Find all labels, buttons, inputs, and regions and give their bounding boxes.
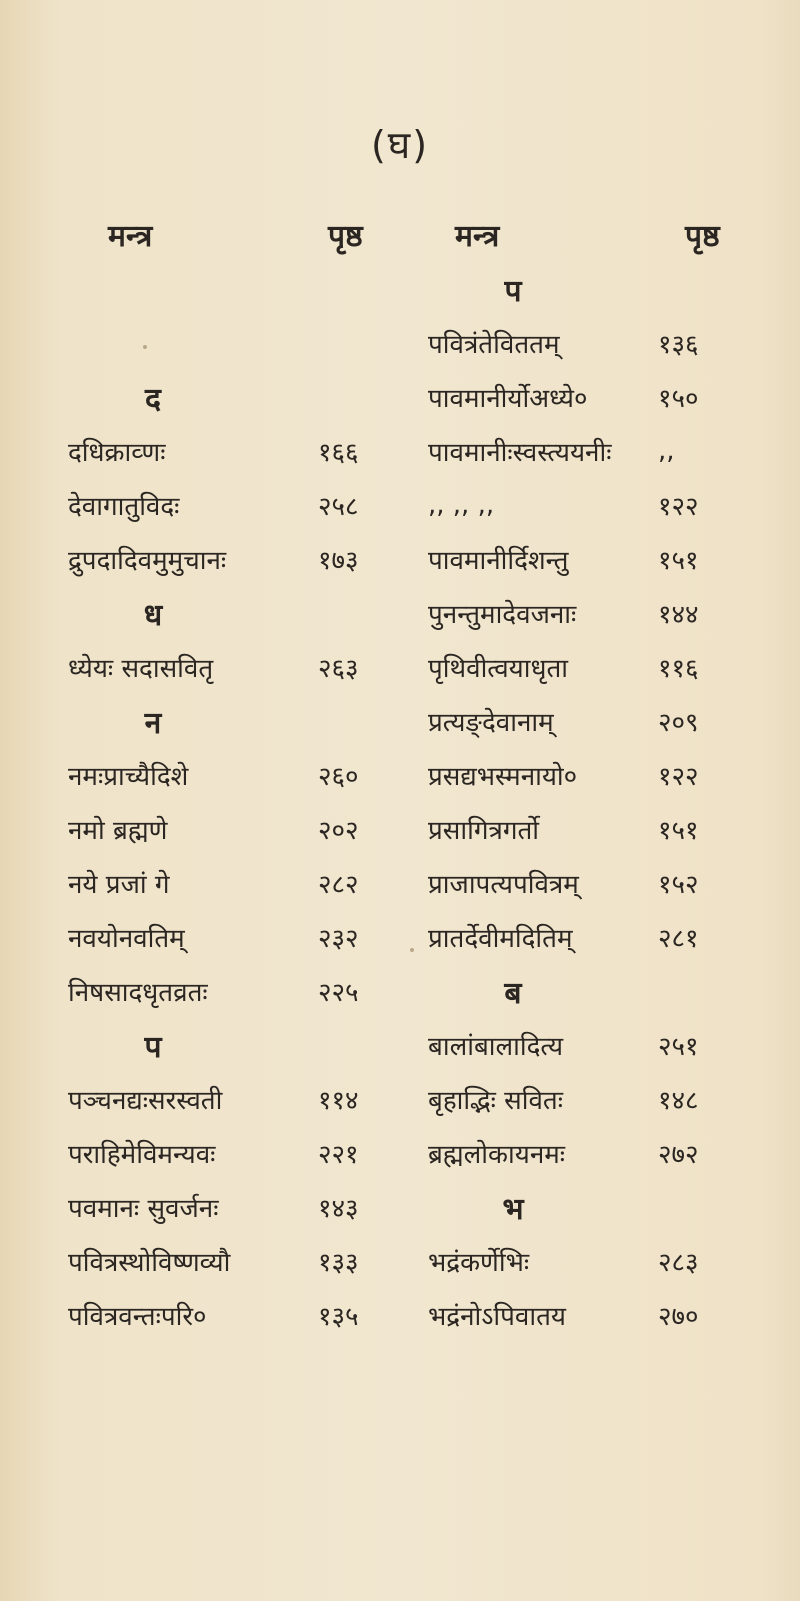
mantra-text: प्रातर्देवीमदितिम्	[428, 924, 573, 954]
index-entry	[428, 1288, 768, 1342]
mantra-text: ,, ,, ,,	[428, 490, 495, 520]
mantra-text: पराहिमेविमन्यवः	[68, 1140, 216, 1170]
right-mantra-header: मन्त्र	[455, 219, 500, 254]
index-entry	[68, 802, 408, 856]
index-entry	[68, 1072, 408, 1126]
section-row	[428, 1180, 598, 1234]
mantra-text: नमो ब्रह्मणे	[68, 816, 168, 846]
mantra-text: बृहाद्भिः सवितः	[428, 1086, 563, 1116]
page-number: २३२	[318, 924, 359, 954]
page-number: १६६	[318, 438, 359, 468]
page-number: १७३	[318, 546, 359, 576]
index-entry	[428, 1126, 768, 1180]
mantra-text: नमःप्राच्यैदिशे	[68, 762, 189, 792]
mantra-text: ब्रह्मलोकायनमः	[428, 1140, 566, 1170]
index-entry	[68, 856, 408, 910]
index-entry	[68, 532, 408, 586]
index-entry	[68, 748, 408, 802]
section-letter: ब	[504, 975, 522, 1011]
page-number: २७२	[658, 1140, 699, 1170]
page-number: १२२	[658, 762, 699, 792]
page-number: १५१	[658, 546, 699, 576]
index-entry	[68, 964, 408, 1018]
page-number: १३३	[318, 1248, 359, 1278]
right-index-column	[428, 262, 768, 1342]
index-entry	[428, 694, 768, 748]
page-number: १४४	[658, 600, 699, 630]
mantra-text: पावमानीर्योअध्ये०	[428, 384, 588, 414]
page-number: २६०	[318, 762, 359, 792]
section-row	[68, 1018, 238, 1072]
mantra-text: पृथिवीत्वयाधृता	[428, 654, 569, 684]
index-entry	[428, 532, 768, 586]
index-entry	[68, 424, 408, 478]
index-entry	[68, 1288, 408, 1342]
section-letter: भ	[502, 1191, 524, 1227]
index-entry	[428, 316, 768, 370]
mantra-text: भद्रंकर्णेभिः	[428, 1248, 530, 1278]
left-mantra-header: मन्त्र	[108, 219, 153, 254]
page-number: १५०	[658, 384, 699, 414]
page-number: १४३	[318, 1194, 359, 1224]
mantra-text: द्रुपदादिवमुमुचानः	[68, 546, 227, 576]
mantra-text: पवित्रस्थोविष्णव्यौ	[68, 1248, 231, 1278]
index-entry	[68, 910, 408, 964]
mantra-text: पञ्चनद्यःसरस्वती	[68, 1086, 223, 1116]
ink-speck	[143, 345, 147, 349]
page-number: १३५	[318, 1302, 359, 1332]
mantra-text: नये प्रजां गे	[68, 870, 170, 900]
left-index-column	[68, 262, 408, 1342]
index-entry	[428, 370, 768, 424]
mantra-text: निषसादधृतव्रतः	[68, 978, 208, 1008]
mantra-text: ध्येयः सदासवितृ	[68, 654, 214, 684]
mantra-text: प्रसद्यभस्मनायो०	[428, 762, 578, 792]
page-number: १५१	[658, 816, 699, 846]
left-page-header: पृष्ठ	[328, 219, 363, 254]
mantra-text: बालांबालादित्य	[428, 1032, 564, 1062]
mantra-text: पावमानीर्दिशन्तु	[428, 546, 569, 576]
section-row	[428, 262, 598, 316]
section-letter: प	[504, 273, 522, 309]
page-number: २५१	[658, 1032, 699, 1062]
index-entry	[428, 910, 768, 964]
index-entry	[68, 640, 408, 694]
page-number: ११६	[658, 654, 699, 684]
mantra-text: प्रत्यङ्देवानाम्	[428, 708, 554, 738]
page-number: २८१	[658, 924, 699, 954]
index-entry	[68, 1180, 408, 1234]
index-entry	[428, 1018, 768, 1072]
index-entry	[428, 1234, 768, 1288]
page-number: २२५	[318, 978, 359, 1008]
index-entry	[428, 478, 768, 532]
page-number: २०९	[658, 708, 699, 738]
page-number: २२१	[318, 1140, 359, 1170]
mantra-text: भद्रंनोऽपिवातय	[428, 1302, 566, 1332]
page-heading: (घ)	[370, 123, 430, 167]
mantra-text: देवागातुविदः	[68, 492, 180, 522]
mantra-text: दधिक्राव्णः	[68, 438, 166, 468]
index-entry	[428, 1072, 768, 1126]
section-row	[68, 694, 238, 748]
mantra-text: पुनन्तुमादेवजनाः	[428, 600, 577, 630]
page-number: ११४	[318, 1086, 359, 1116]
page-number: १४८	[658, 1086, 699, 1116]
index-entry	[68, 478, 408, 532]
mantra-text: प्रसागित्रगर्तो	[428, 816, 540, 846]
ink-speck	[410, 948, 414, 952]
index-entry	[428, 802, 768, 856]
index-entry	[68, 1126, 408, 1180]
section-letter: द	[145, 381, 161, 417]
page-number: १५२	[658, 870, 699, 900]
index-entry	[428, 856, 768, 910]
page-number: २५८	[318, 492, 359, 522]
index-entry	[428, 640, 768, 694]
page-number: २८३	[658, 1248, 699, 1278]
blank-row	[68, 262, 408, 316]
index-entry	[428, 586, 768, 640]
section-letter: न	[144, 705, 162, 741]
page-number: २६३	[318, 654, 359, 684]
mantra-text: नवयोनवतिम्	[68, 924, 185, 954]
section-letter: ध	[143, 597, 163, 633]
page-number: २७०	[658, 1302, 699, 1332]
mantra-text: प्राजापत्यपवित्रम्	[428, 870, 579, 900]
index-entry	[68, 1234, 408, 1288]
section-row	[68, 586, 238, 640]
mantra-text: पवित्रंतेविततम्	[428, 330, 560, 360]
mantra-text: पवित्रवन्तःपरि०	[68, 1302, 207, 1332]
section-row	[428, 964, 598, 1018]
mantra-text: पवमानः सुवर्जनः	[68, 1194, 219, 1224]
page-number: ,,	[658, 436, 675, 466]
right-page-header: पृष्ठ	[685, 219, 720, 254]
blank-row	[68, 316, 408, 370]
index-entry	[428, 424, 768, 478]
page-number: २८२	[318, 870, 359, 900]
section-row	[68, 370, 238, 424]
index-entry	[428, 748, 768, 802]
page-number: २०२	[318, 816, 359, 846]
page-number: १३६	[658, 330, 699, 360]
section-letter: प	[144, 1029, 162, 1065]
mantra-text: पावमानीःस्वस्त्ययनीः	[428, 438, 612, 468]
page-number: १२२	[658, 492, 699, 522]
